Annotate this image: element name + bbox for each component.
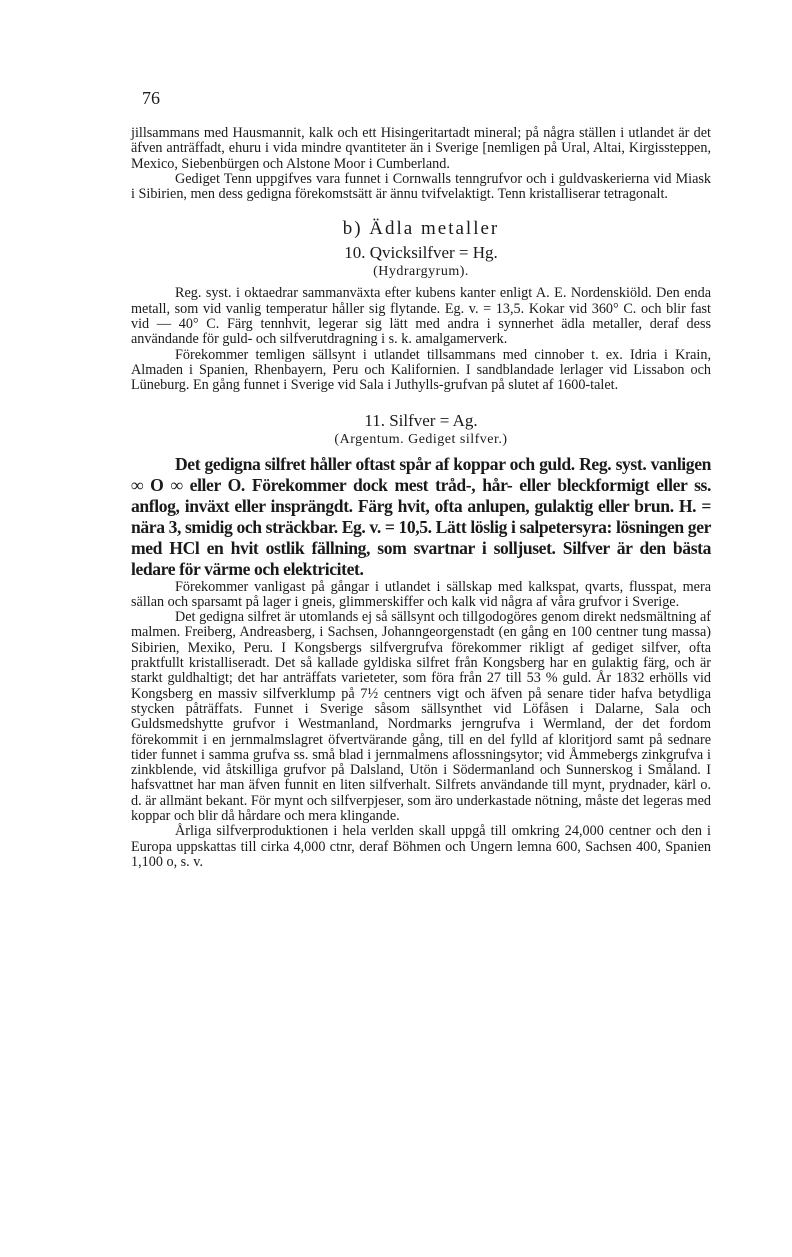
silver-paragraph-3: Årliga silfverproduktionen i hela verlden skall uppgå till omkring 24,000 centner och den i Europa uppskattas till cirka 4,000 ctnr, deraf Böhmen och Ungern lemna 600, Sachsen 400, Spanien 1,100 o, s. v. bbox=[131, 823, 711, 870]
silver-paragraph-2: Det gedigna silfret är utomlands ej så sällsynt och tillgodogöres genom direkt nedsmältning af malmen. Freiberg, Andreasberg, i Sachsen, Johanngeorgenstadt (en gång en 100 centner tung massa) Sibirien, Mexiko, Peru. I Kongsbergs silfvergrufva förekommer rikligt af gediget silfver, ofta praktfullt kristalliseradt. Det så kallade gyldiska silfret från Kongsberg har en gulaktig färg, och är starkt guldhaltigt; det har anträffats varieteter, som föra från 27 till 53 % guld. År 1832 erhölls vid Kongsberg en massiv silfverklump på 7½ centners vigt och äfven på senare tider hafva betydliga stycken påträffats. Funnet i Sverige såsom sällsynthet vid Löfåsen i Dalarne, Sala och Guldsmedshytte grufvor i Westmanland, Nordmarks jerngrufva i Wermland, der det fordom förekommit i en jernmalmslagret öfvertvärande gång, till en del fylld af kloritjord samt på sednare tider funnet i samma grufva ss. små blad i jernmalmens aflossningsytor; vid Åmmebergs zinkgrufva i zinkblende, vid åtskilliga grufvor på Dalsland, Utön i Södermanland och Sunnerskog i Småland. I hafsvattnet har man äfven funnit en liten silfverhalt. Silfrets användande till mynt, prydnader, kärl o. d. är allmänt bekant. För mynt och silfverpjeser, som äro underkastade nötning, måste det legeras med koppar och blir då hårdare och mera klingande. bbox=[131, 609, 711, 825]
intro-paragraph-tin: Gediget Tenn uppgifves vara funnet i Cornwalls tenngrufvor och i guldvaskerierna vid Miask i Sibirien, men dess gedigna förekomstsätt är ännu tvifvelaktigt. Tenn kristalliserar tetragonalt. bbox=[131, 170, 711, 203]
silver-subheading: (Argentum. Gediget silfver.) bbox=[334, 431, 508, 447]
page-number: 76 bbox=[142, 88, 160, 108]
silver-paragraph-1: Förekommer vanligast på gångar i utlandet i sällskap med kalkspat, qvarts, flusspat, mera sällan och sparsamt på lager i gneis, glimmerskiffer och kalk vid några af våra grufvor i Sverige. bbox=[131, 578, 711, 610]
mercury-paragraph-2: Förekommer temligen sällsynt i utlandet tillsammans med cinnober t. ex. Idria i Krain, Almaden i Spanien, Rhenbayern, Peru och Kalifornien. I sandblandade lerlager vid Lissabon och Lüneburg. En gång funnet i Sverige vid Sala i Juthylls-grufvan på slutet af 1600-talet. bbox=[131, 346, 711, 394]
silver-summary-block bbox=[131, 454, 711, 580]
silver-bold-paragraph: Det gedigna silfret håller oftast spår af koppar och guld. Reg. syst. vanligen ∞ O ∞ eller O. Förekommer dock mest tråd-, hår- eller bleckformigt eller ss. anflog, inväxt eller insprängdt. Färg hvit, ofta anlupen, gulaktig eller brun. H. = nära 3, smidig och sträckbar. Eg. v. = 10,5. Lätt löslig i salpetersyra: lösningen ger med HCl en hvit ostlik fällning, som svartnar i solljuset. Silfver är den bästa ledare för värme och elektricitet. bbox=[131, 453, 712, 579]
intro-paragraph-1: jillsammans med Hausmannit, kalk och ett Hisingeritartadt mineral; på några ställen i utlandet är det äfven anträffadt, ehuru i vida mindre qvantiteter än i Sverige [nemligen på Ural, Altai, Kirgissteppen, Mexico, Siebenbürgen och Alstone Moor i Cumberland. bbox=[131, 125, 711, 172]
mercury-subheading: (Hydrargyrum). bbox=[373, 264, 469, 280]
section-heading: b) Ädla metaller bbox=[342, 218, 500, 240]
mercury-paragraph-1: Reg. syst. i oktaedrar sammanväxta efter kubens kanter enligt A. E. Nordenskiöld. Den enda metall, som vid vanlig temperatur håller sig flytande. Eg. v. = 13,5. Kokar vid 360° C. och blir fast vid — 40° C. Färg tennhvit, legerar sig lätt med andra i synnerhet ädla metaller, deraf dess användande för guld- och silfverutdragning i s. k. amalgamerverk. bbox=[131, 285, 711, 348]
silver-heading: 11. Silfver = Ag. bbox=[364, 410, 478, 430]
mercury-heading: 10. Qvicksilfver = Hg. bbox=[344, 243, 498, 263]
text-column bbox=[131, 126, 711, 870]
